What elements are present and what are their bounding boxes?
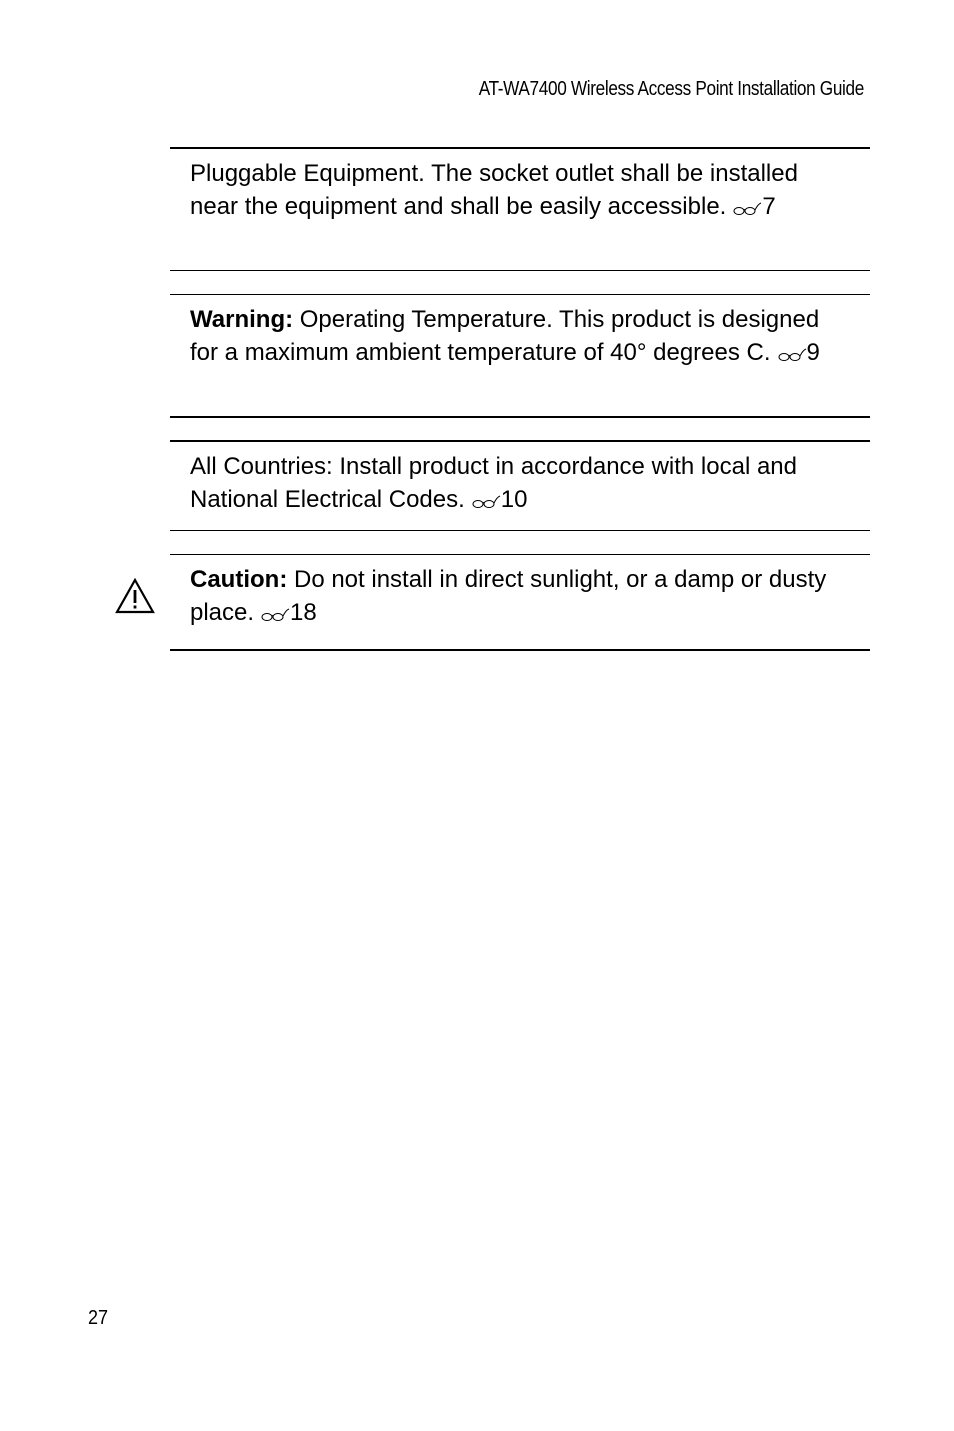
notice-bottom-rule (170, 270, 870, 271)
notice-ref: 18 (290, 599, 317, 626)
notice-top-rule (170, 294, 870, 295)
notice-electrical-codes (170, 450, 870, 516)
running-header: AT-WA7400 Wireless Access Point Installation Guide (478, 78, 864, 100)
notice-text: Pluggable Equipment. The socket outlet shall be installed near the equipment and shall be easily accessible. (190, 160, 798, 220)
notice-warning-temperature (170, 303, 870, 369)
page-number: 27 (88, 1307, 109, 1329)
notice-ref: 10 (500, 486, 528, 513)
notice-ref: 9 (806, 339, 820, 366)
notice-pluggable-equipment (170, 157, 870, 223)
notice-bottom-rule (170, 530, 870, 531)
notice-bottom-rule (170, 649, 870, 651)
notice-top-rule (170, 554, 870, 555)
notice-top-rule (170, 440, 870, 442)
notice-top-rule (170, 147, 870, 149)
notice-bottom-rule (170, 416, 870, 418)
notice-lead: Warning: (190, 306, 294, 333)
notice-text: All Countries: Install product in accordance with local and National Electrical Codes. (190, 453, 797, 513)
notice-ref: 7 (762, 193, 776, 220)
glasses-icon (732, 202, 762, 216)
caution-triangle-icon (114, 577, 156, 615)
glasses-icon (777, 348, 807, 362)
notice-text: Do not install in direct sunlight, or a damp or dusty place. (190, 566, 827, 626)
notice-caution-sunlight (170, 563, 870, 629)
glasses-icon (471, 495, 501, 509)
notice-text: Operating Temperature. This product is designed for a maximum ambient temperature of 40° degrees C. (190, 306, 820, 366)
notice-lead: Caution: (190, 566, 288, 593)
glasses-icon (260, 608, 290, 622)
